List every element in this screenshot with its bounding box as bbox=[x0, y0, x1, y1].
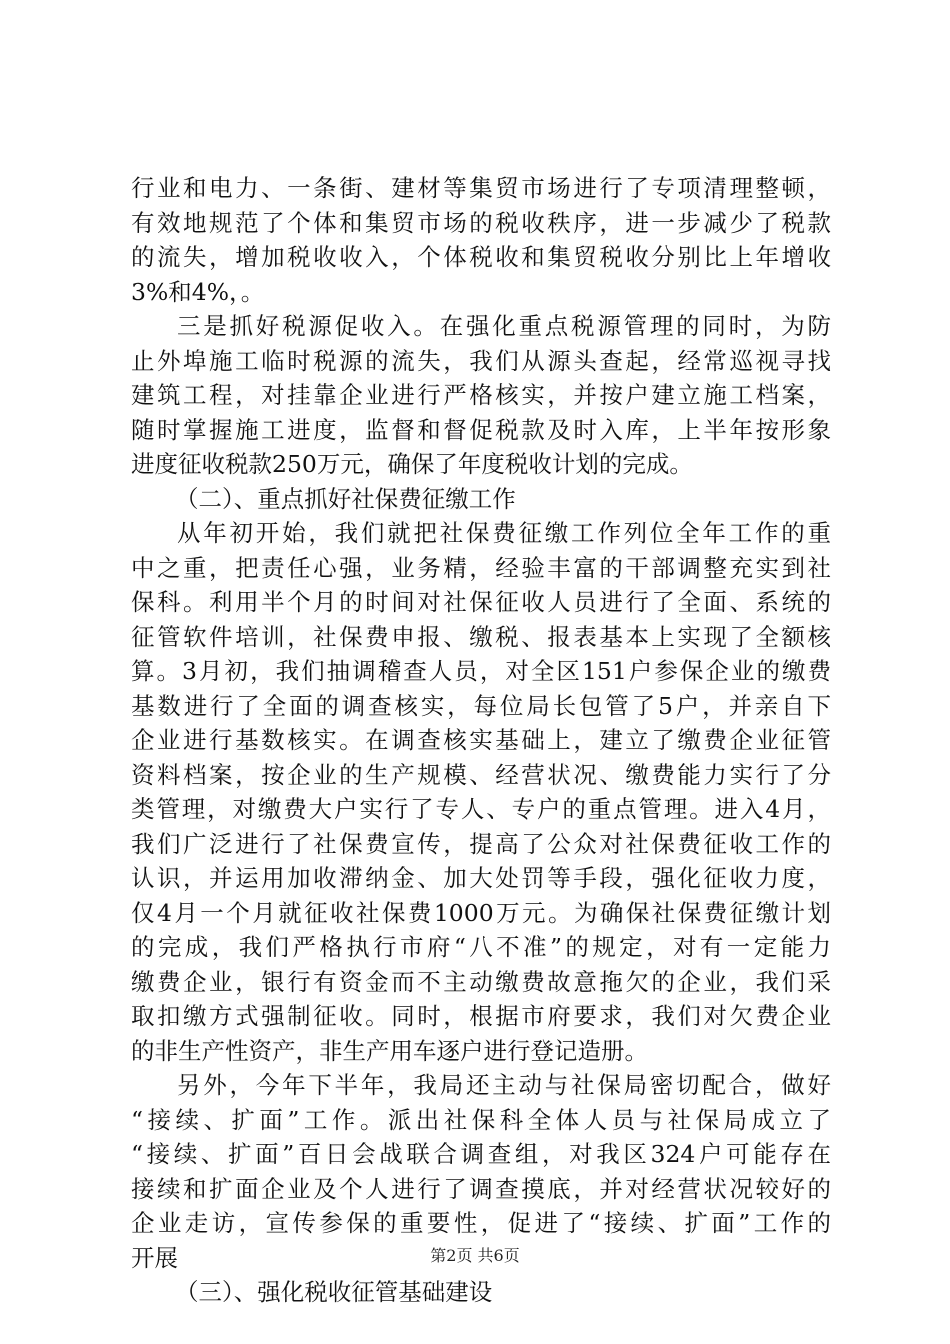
text-line: 的流失，增加税收收入，个体税收和集贸税收分别比上年增收 bbox=[131, 243, 831, 271]
text-line: 三是抓好税源促收入。在强化重点税源管理的同时，为防 bbox=[177, 312, 831, 340]
text-line: “接续、扩面”工作。派出社保科全体人员与社保局成立了 bbox=[131, 1105, 831, 1134]
text-line: 从年初开始，我们就把社保费征缴工作列位全年工作的重 bbox=[177, 519, 831, 547]
text-line: 建筑工程，对挂靠企业进行严格核实，并按户建立施工档案， bbox=[131, 381, 831, 409]
text-line: 止外埠施工临时税源的流失，我们从源头查起，经常巡视寻找 bbox=[131, 346, 831, 375]
text-line: 有效地规范了个体和集贸市场的税收秩序，进一步减少了税款 bbox=[131, 208, 831, 237]
paragraph bbox=[131, 1068, 831, 1275]
text-line: 中之重，把责任心强，业务精，经验丰富的干部调整充实到社 bbox=[131, 553, 831, 582]
text-line: 我们广泛进行了社保费宣传，提高了公众对社保费征收工作的 bbox=[131, 829, 831, 858]
text-line: （三）、强化税收征管基础建设 bbox=[175, 1278, 493, 1306]
text-line: 开展 bbox=[131, 1243, 178, 1272]
section-heading bbox=[131, 482, 831, 517]
text-line: 征管软件培训，社保费申报、缴税、报表基本上实现了全额核 bbox=[131, 622, 831, 651]
text-line: 认识，并运用加收滞纳金、加大处罚等手段，强化征收力度， bbox=[131, 864, 831, 892]
text-line: 基数进行了全面的调查核实，每位局长包管了5户，并亲自下 bbox=[131, 691, 831, 720]
paragraph bbox=[131, 171, 831, 309]
text-line: 缴费企业，银行有资金而不主动缴费故意拖欠的企业，我们采 bbox=[131, 967, 831, 996]
text-line: 企业走访，宣传参保的重要性，促进了“接续、扩面”工作的 bbox=[131, 1209, 831, 1237]
text-line: 进度征收税款250万元，确保了年度税收计划的完成。 bbox=[131, 450, 693, 478]
text-line: 资料档案，按企业的生产规模、经营状况、缴费能力实行了分 bbox=[131, 760, 831, 789]
text-line: “接续、扩面”百日会战联合调查组，对我区324户可能存在 bbox=[131, 1140, 831, 1168]
text-line: 3%和4%，。 bbox=[131, 277, 265, 306]
text-line: 接续和扩面企业及个人进行了调查摸底，并对经营状况较好的 bbox=[131, 1174, 831, 1203]
text-line: 取扣缴方式强制征收。同时，根据市府要求，我们对欠费企业 bbox=[131, 1002, 831, 1030]
text-line: 另外，今年下半年，我局还主动与社保局密切配合，做好 bbox=[177, 1071, 831, 1099]
document-body bbox=[131, 171, 831, 1310]
text-line: （二）、重点抓好社保费征缴工作 bbox=[175, 484, 516, 513]
paragraph bbox=[131, 309, 831, 482]
text-line: 的非生产性资产，非生产用车逐户进行登记造册。 bbox=[131, 1036, 648, 1065]
text-line: 类管理，对缴费大户实行了专人、专户的重点管理。进入4月， bbox=[131, 795, 831, 823]
text-line: 算。3月初，我们抽调稽查人员，对全区151户参保企业的缴费 bbox=[131, 657, 831, 685]
section-heading bbox=[131, 1275, 831, 1310]
text-line: 保科。利用半个月的时间对社保征收人员进行了全面、系统的 bbox=[131, 588, 831, 616]
text-line: 企业进行基数核实。在调查核实基础上，建立了缴费企业征管 bbox=[131, 726, 831, 754]
text-line: 随时掌握施工进度，监督和督促税款及时入库，上半年按形象 bbox=[131, 415, 831, 444]
text-line: 行业和电力、一条街、建材等集贸市场进行了专项清理整顿， bbox=[131, 174, 831, 202]
page-footer: 第2页 共6页 bbox=[430, 1246, 520, 1265]
text-line: 的完成，我们严格执行市府“八不准”的规定，对有一定能力 bbox=[131, 933, 831, 961]
text-line: 仅4月一个月就征收社保费1000万元。为确保社保费征缴计划 bbox=[131, 898, 831, 927]
paragraph bbox=[131, 516, 831, 1068]
